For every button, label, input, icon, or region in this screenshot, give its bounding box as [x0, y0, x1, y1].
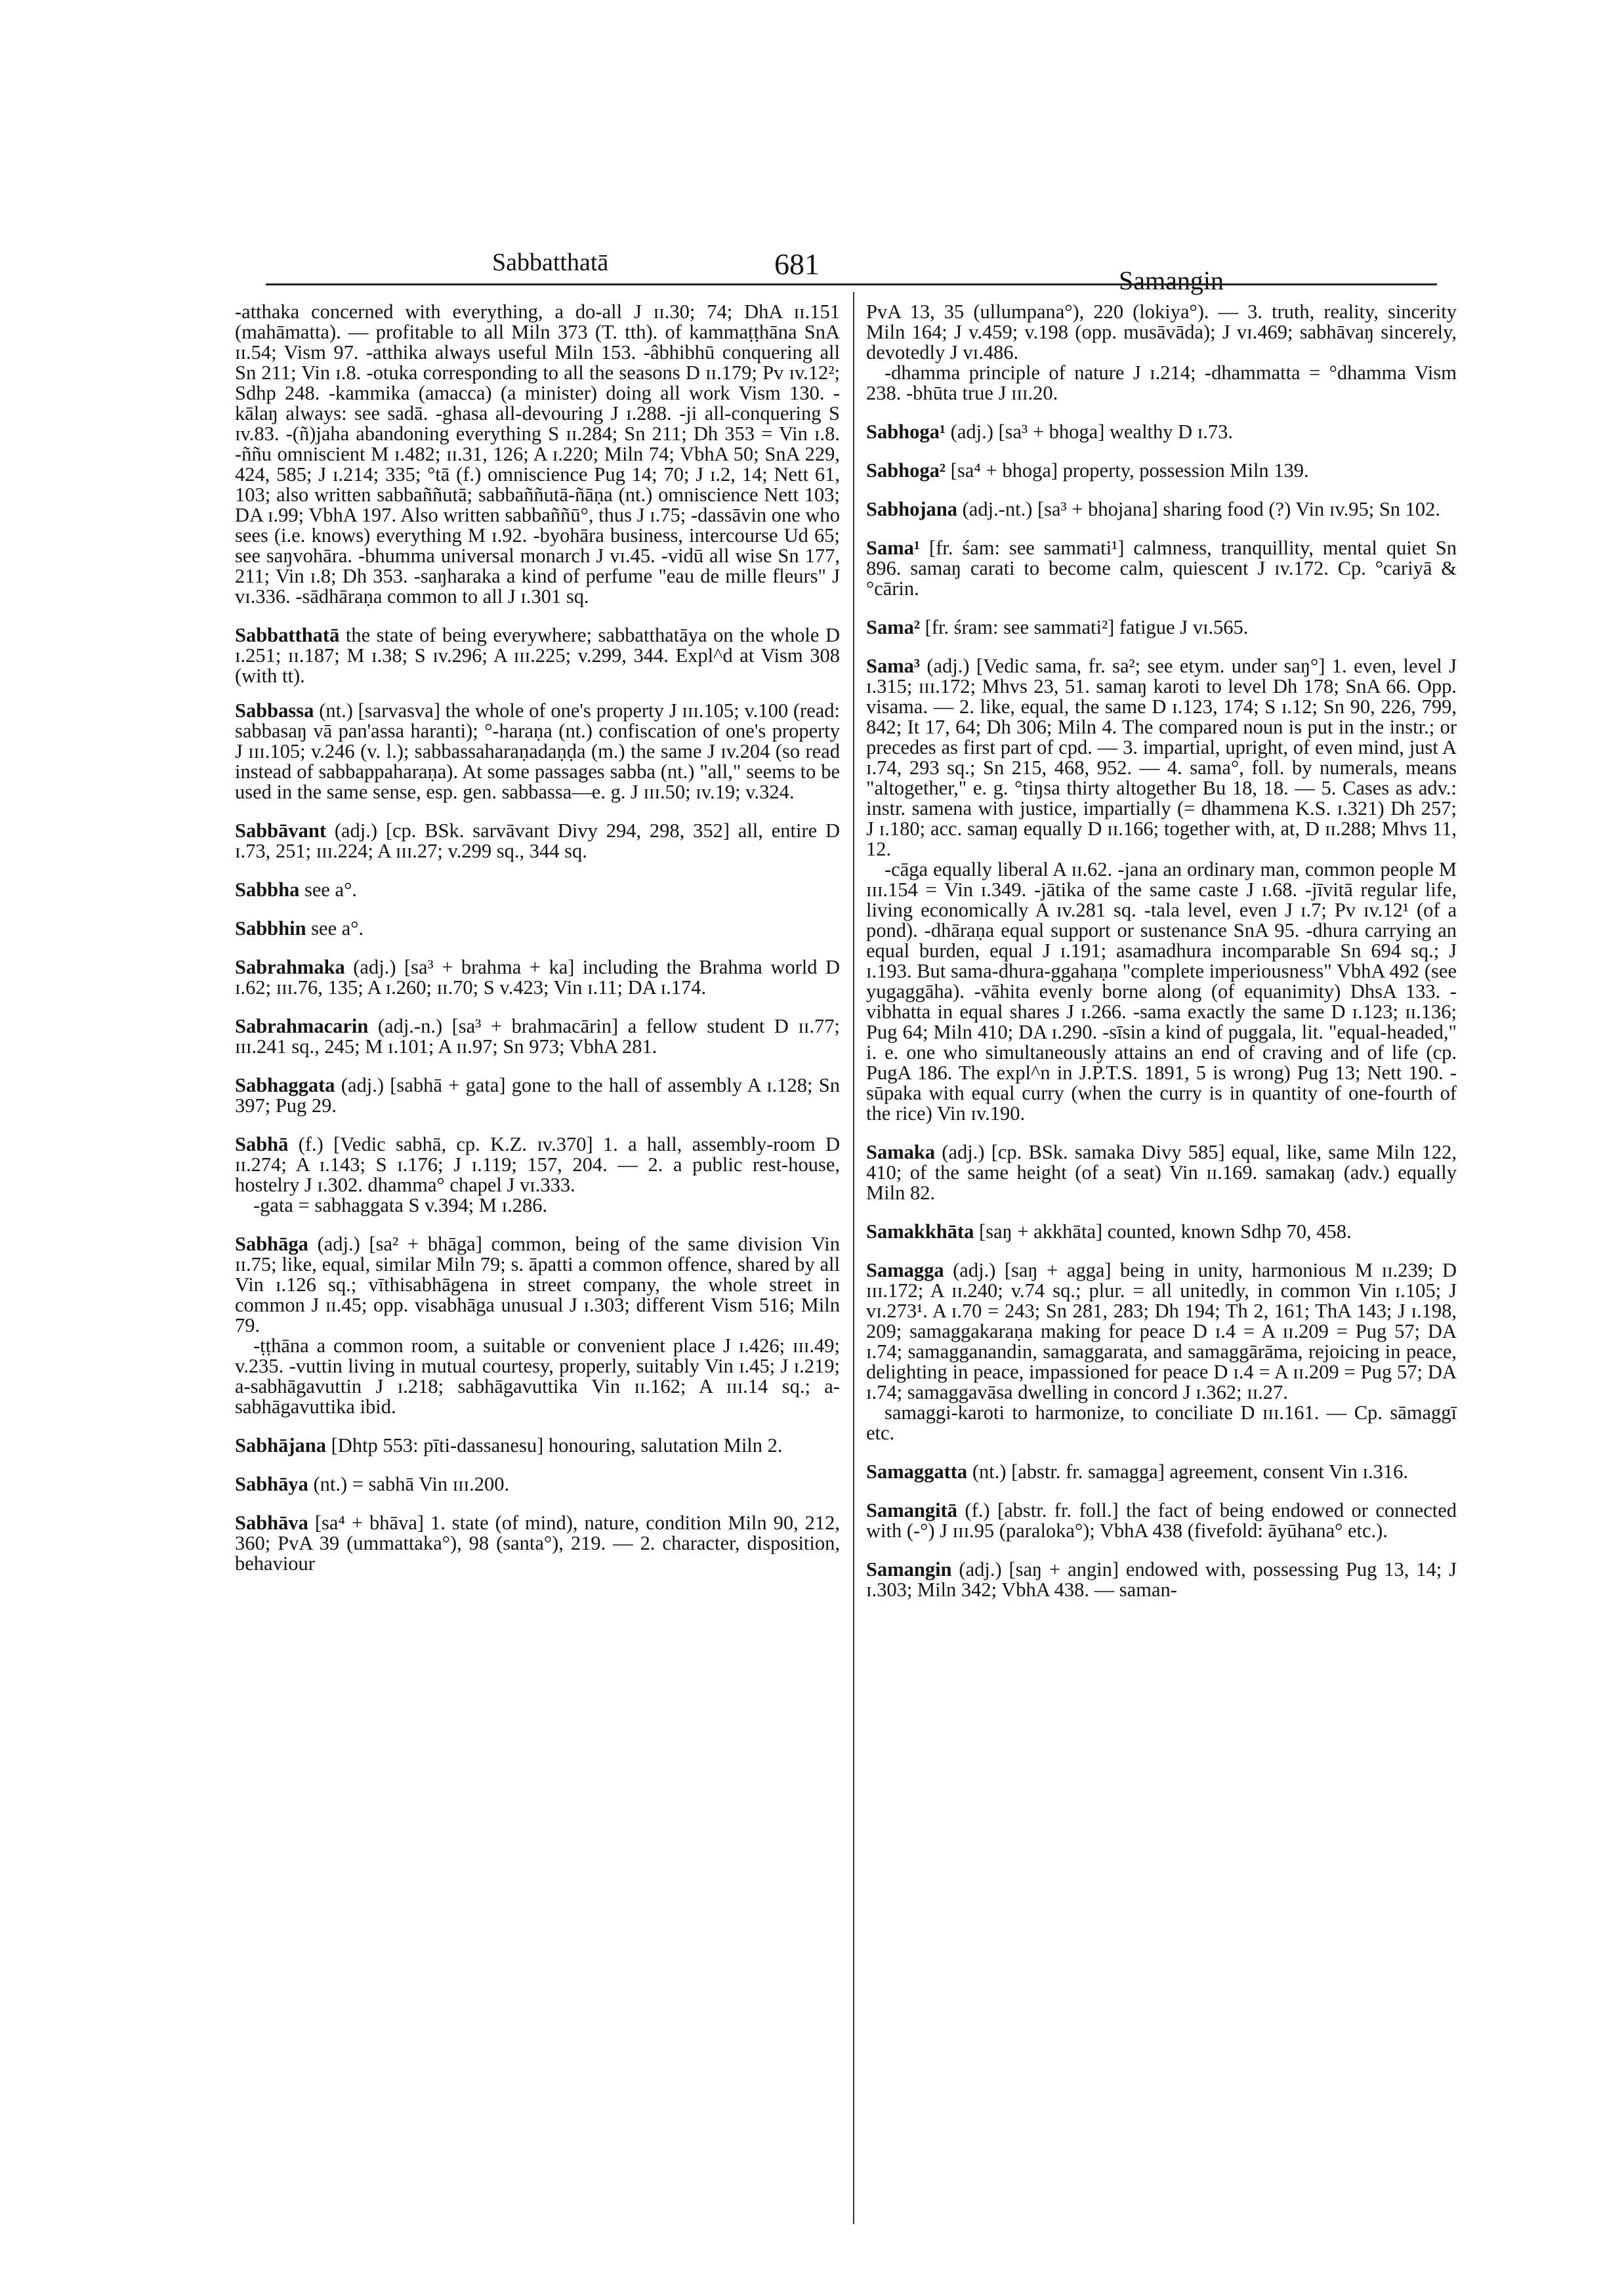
entry-headword: Sabbatthatā	[235, 624, 340, 646]
entry-continuation	[866, 363, 1457, 403]
left-column	[235, 302, 840, 1574]
dictionary-entry	[866, 617, 1457, 638]
entry-continuation	[235, 1336, 840, 1417]
entry-headword: Sabhojana	[866, 498, 958, 520]
entry-text: -gata = sabhaggata S v.394; M ɪ.286.	[253, 1194, 548, 1216]
entry-headword: Sabbassa	[235, 699, 314, 722]
entry-text: PvA 13, 35 (ullumpana°), 220 (lokiya°). — 3. truth, reality, sincerity Miln 164; J v.459; v.198 (opp. musāvāda); J vɪ.469; sabhāvaŋ sincerely, devotedly J vɪ.486.	[866, 300, 1457, 363]
entry-text: -atthaka concerned with everything, a do-all J ɪɪ.30; 74; DhA ɪɪ.151 (mahāmatta). — profitable to all Miln 373 (T. tth). of kammaṭṭhāna SnA ɪɪ.54; Vism 97. -atthika always useful Miln 153. -âbhibhū conquering all Sn 211; Vin ɪ.8. -otuka corresponding to all the seasons D ɪɪ.179; Pv ɪv.12²; Sdhp 248. -kammika (amacca) (a minister) doing all work Vism 130. -kālaŋ always: see sadā. -ghasa all-devouring J ɪ.288. -ji all-conquering S ɪv.83. -(ñ)jaha abandoning everything S ɪɪ.284; Sn 211; Dh 353 = Vin ɪ.8. -ññu omniscient M ɪ.482; ɪɪ.31, 126; A ɪ.220; Miln 74; VbhA 50; SnA 229, 424, 585; J ɪ.214; 335; °tā (f.) omniscience Pug 14; 70; J ɪ.2, 14; Nett 61, 103; also written sabbaññutā; sabbaññutā-ñāṇa (nt.) omniscience Nett 103; DA ɪ.99; VbhA 197. Also written sabbaññū°, thus J ɪ.75; -dassāvin one who sees (i.e. knows) everything M ɪ.92. -byohāra business, intercourse Ud 65; see saŋvohāra. -bhumma universal monarch J vɪ.45. -vidū all wise Sn 177, 211; Vin ɪ.8; Dh 353. -saŋharaka a kind of perfume "eau de mille fleurs" J vɪ.336. -sādhāraṇa common to all J ɪ.301 sq.	[235, 300, 840, 608]
entry-continuation	[866, 302, 1457, 363]
entry-text: [fr. śam: see sammati¹] calmness, tranquillity, mental quiet Sn 896. samaŋ carati to become calm, quiescent J ɪv.172. Cp. °cariyā & °cārin.	[866, 537, 1457, 600]
entry-headword: Sabbha	[235, 879, 300, 901]
entry-headword: Samangitā	[866, 1499, 957, 1521]
dictionary-entry	[866, 1222, 1457, 1242]
dictionary-entry	[235, 1474, 840, 1495]
dictionary-entry	[235, 1234, 840, 1336]
entry-text: (nt.) [abstr. fr. samagga] agreement, consent Vin ɪ.316.	[967, 1460, 1408, 1483]
entry-headword: Samagga	[866, 1259, 944, 1281]
entry-headword: Sabhoga²	[866, 459, 946, 482]
entry-headword: Sabhā	[235, 1133, 289, 1155]
entry-text: samaggi-karoti to harmonize, to conciliate D ɪɪɪ.161. — Cp. sāmaggī etc.	[866, 1401, 1457, 1444]
entry-text: (nt.) [sarvasva] the whole of one's property J ɪɪɪ.105; v.100 (read: sabbasaŋ vā pan'assa haranti); °-haraṇa (nt.) confiscation of one's property J ɪɪɪ.105; v.246 (v. l.); sabbassaharaṇadaṇḍa (m.) the same J ɪv.204 (so read instead of sabbappaharaṇa). At some passages sabba (nt.) "all," seems to be used in the same sense, esp. gen. sabbassa—e. g. J ɪɪɪ.50; ɪv.19; v.324.	[235, 699, 840, 803]
dictionary-entry	[235, 1134, 840, 1195]
dictionary-entry	[235, 1016, 840, 1057]
page-number: 681	[774, 247, 820, 281]
entry-headword: Samaka	[866, 1141, 936, 1163]
entry-text: (nt.) = sabhā Vin ɪɪɪ.200.	[308, 1473, 510, 1495]
entry-headword: Sabbāvant	[235, 819, 327, 842]
dictionary-entry	[866, 656, 1457, 859]
entry-continuation	[866, 1403, 1457, 1443]
entry-text: (adj.) [saŋ + angin] endowed with, possessing Pug 13, 14; J ɪ.303; Miln 342; VbhA 438. — saman-	[866, 1558, 1457, 1601]
entry-text: (adj.) [sa³ + bhoga] wealthy D ɪ.73.	[946, 421, 1234, 443]
dictionary-entry	[235, 821, 840, 861]
entry-text: [fr. śram: see sammati²] fatigue J vɪ.565.	[920, 616, 1249, 638]
entry-text: (adj.) [sa³ + brahma + ka] including the Brahma world D ɪ.62; ɪɪɪ.76, 135; A ɪ.260; ɪɪ.70; S v.423; Vin ɪ.11; DA ɪ.174.	[235, 956, 840, 999]
header-rule	[266, 283, 1437, 285]
entry-headword: Sabbhin	[235, 917, 306, 940]
entry-headword: Sama³	[866, 655, 921, 677]
dictionary-entry	[235, 880, 840, 900]
entry-text: (adj.) [cp. BSk. sarvāvant Divy 294, 298, 352] all, entire D ɪ.73, 251; ɪɪɪ.224; A ɪɪɪ.27; v.299 sq., 344 sq.	[235, 819, 840, 862]
entry-text: [sa⁴ + bhoga] property, possession Miln 139.	[946, 459, 1309, 482]
entry-continuation	[235, 302, 840, 607]
dictionary-entry	[866, 1260, 1457, 1403]
entry-headword: Sabhājana	[235, 1434, 327, 1457]
entry-headword: Sabhoga¹	[866, 421, 946, 443]
entry-headword: Sabrahmacarin	[235, 1015, 369, 1037]
entry-text: -ṭṭhāna a common room, a suitable or convenient place J ɪ.426; ɪɪɪ.49; v.235. -vuttin living in mutual courtesy, properly, suitably Vin ɪ.45; J ɪ.219; a-sabhāgavuttin J ɪ.218; sabhāgavuttika Vin ɪɪ.162; A ɪɪɪ.14 sq.; a-sabhāgavuttika ibid.	[235, 1334, 840, 1418]
entry-text: see a°.	[299, 879, 357, 901]
entry-text: (f.) [Vedic sabhā, cp. K.Z. ɪv.370] 1. a hall, assembly-room D ɪɪ.274; A ɪ.143; S ɪ.176; J ɪ.119; 157, 204. — 2. a public rest-house, hostelry J ɪ.302. dhamma° chapel J vɪ.333.	[235, 1133, 840, 1196]
entry-text: (adj.) [cp. BSk. samaka Divy 585] equal, like, same Miln 122, 410; of the same height (of a seat) Vin ɪɪ.169. samakaŋ (adv.) equally Miln 82.	[866, 1141, 1457, 1204]
entry-headword: Sabrahmaka	[235, 956, 345, 978]
dictionary-entry	[235, 919, 840, 939]
dictionary-entry	[235, 625, 840, 686]
dictionary-entry	[866, 461, 1457, 481]
header-left-word: Sabbatthatā	[492, 249, 609, 276]
entry-text: -cāga equally liberal A ɪɪ.62. -jana an ordinary man, common people M ɪɪɪ.154 = Vin ɪ.349. -jātika of the same caste J ɪ.68. -jīvitā regular life, living economically A ɪv.281 sq. -tala level, even J ɪ.7; Pv ɪv.12¹ (of a pond). -dhāraṇa equal support or sustenance SnA 95. -dhura carrying an equal burden, equal J ɪ.191; asamadhura incomparable Sn 694 sq.; J ɪ.193. But sama-dhura-ggahaṇa "complete imperiousness" VbhA 492 (see yugaggāha). -vāhita evenly borne along (of equanimity) DhsA 133. -vibhatta in equal shares J ɪ.266. -sama exactly the same D ɪ.123; ɪɪ.136; Pug 64; Miln 410; DA ɪ.290. -sīsin a kind of puggala, lit. "equal-headed," i. e. one who simultaneously attains an end of craving and of life (cp. PugA 186. The expl^n in J.P.T.S. 1891, 5 is wrong) Pug 13; Nett 190. -sūpaka with equal curry (when the curry is in quantity of one-fourth of the rice) Vin ɪv.190.	[866, 858, 1457, 1125]
entry-headword: Samaggatta	[866, 1460, 968, 1483]
dictionary-entry	[235, 1513, 840, 1574]
entry-text: [Dhtp 553: pīti-dassanesu] honouring, salutation Miln 2.	[326, 1434, 783, 1457]
entry-text: (adj.) [Vedic sama, fr. sa²; see etym. under saŋ°] 1. even, level J ɪ.315; ɪɪɪ.172; Mhvs 23, 51. samaŋ karoti to level Dh 178; SnA 66. Opp. visama. — 2. like, equal, the same D ɪ.123, 174; S ɪ.12; Sn 90, 226, 799, 842; It 17, 64; Dh 306; Miln 4. The compared noun is put in the instr.; or precedes as first part of cpd. — 3. impartial, upright, of even mind, just A ɪ.74, 293 sq.; Sn 215, 468, 952. — 4. sama°, foll. by numerals, means "altogether," e. g. °tiŋsa thirty altogether Bu 18, 18. — 5. Cases as adv.: instr. samena with justice, impartially (= dhammena K.S. ɪ.321) Dh 257; J ɪ.180; acc. samaŋ equally D ɪɪ.166; together with, at, D ɪɪ.288; Mhvs 11, 12.	[866, 655, 1457, 860]
entry-text: the state of being everywhere; sabbatthatāya on the whole D ɪ.251; ɪɪ.187; M ɪ.38; S ɪv.296; A ɪɪɪ.225; v.299, 344. Expl^d at Vism 308 (with tt).	[235, 624, 840, 687]
dictionary-entry	[866, 1462, 1457, 1482]
dictionary-entry	[866, 1500, 1457, 1541]
entry-headword: Sabhāga	[235, 1233, 308, 1255]
entry-headword: Samangin	[866, 1558, 952, 1581]
entry-text: (adj.) [sa² + bhāga] common, being of the same division Vin ɪɪ.75; like, equal, similar Miln 79; s. āpatti a common offence, shared by all Vin ɪ.126 sq.; vīthisabhāgena in street company, the whole street in common J ɪɪ.45; opp. visabhāga unusual J ɪ.303; different Vism 516; Miln 79.	[235, 1233, 840, 1336]
entry-text: (adj.) [saŋ + agga] being in unity, harmonious M ɪɪ.239; D ɪɪɪ.172; A ɪɪ.240; v.74 sq.; plur. = all unitedly, in common Vin ɪ.105; J vɪ.273¹. A ɪ.70 = 243; Sn 281, 283; Dh 194; Th 2, 161; ThA 143; J ɪ.198, 209; samaggakaraṇa making for peace D ɪ.4 = A ɪɪ.209 = Pug 57; DA ɪ.74; samagganandin, samaggarata, and samaggārāma, rejoicing in peace, delighting in peace, impassioned for peace D ɪ.4 = A ɪɪ.209 = Pug 57; DA ɪ.74; samaggavāsa dwelling in concord J ɪ.362; ɪɪ.27.	[866, 1259, 1457, 1403]
entry-continuation	[866, 859, 1457, 1124]
page-header	[266, 247, 1437, 295]
entry-text: (f.) [abstr. fr. foll.] the fact of being endowed or connected with (-°) J ɪɪɪ.95 (paraloka°); VbhA 438 (fivefold: āyūhana° etc.).	[866, 1499, 1457, 1542]
dictionary-entry	[235, 957, 840, 998]
dictionary-entry	[866, 499, 1457, 520]
entry-headword: Sama¹	[866, 537, 921, 559]
entry-text: [saŋ + akkhāta] counted, known Sdhp 70, 458.	[974, 1220, 1352, 1243]
dictionary-entry	[235, 1075, 840, 1116]
column-divider	[853, 292, 854, 2224]
dictionary-entry	[235, 1436, 840, 1456]
right-column	[866, 302, 1457, 1600]
header-right-word: Samangin	[1119, 266, 1224, 295]
entry-headword: Sama²	[866, 616, 921, 638]
entry-headword: Sabhāva	[235, 1512, 308, 1534]
entry-text: (adj.-n.) [sa³ + brahmacārin] a fellow student D ɪɪ.77; ɪɪɪ.241 sq., 245; M ɪ.101; A ɪɪ.97; Sn 973; VbhA 281.	[235, 1015, 840, 1058]
dictionary-entry	[866, 538, 1457, 599]
entry-continuation	[235, 1195, 840, 1216]
entry-text: see a°.	[306, 917, 364, 940]
entry-headword: Sabhaggata	[235, 1074, 335, 1096]
dictionary-entry	[235, 701, 840, 802]
entry-headword: Samakkhāta	[866, 1220, 974, 1243]
entry-text: [sa⁴ + bhāva] 1. state (of mind), nature, condition Miln 90, 212, 360; PvA 39 (ummattaka°), 98 (santa°), 219. — 2. character, disposition, behaviour	[235, 1512, 840, 1575]
entry-text: (adj.) [sabhā + gata] gone to the hall of assembly A ɪ.128; Sn 397; Pug 29.	[235, 1074, 840, 1117]
dictionary-entry	[866, 1142, 1457, 1203]
dictionary-entry	[866, 1560, 1457, 1600]
entry-text: -dhamma principle of nature J ɪ.214; -dhammatta = °dhamma Vism 238. -bhūta true J ɪɪɪ.20.	[866, 362, 1457, 404]
entry-headword: Sabhāya	[235, 1473, 308, 1495]
dictionary-entry	[866, 422, 1457, 442]
entry-text: (adj.-nt.) [sa³ + bhojana] sharing food (?) Vin ɪv.95; Sn 102.	[957, 498, 1441, 520]
